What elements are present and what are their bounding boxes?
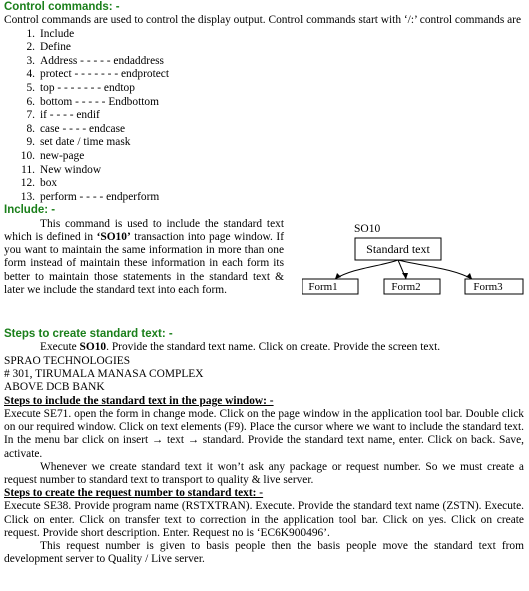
steps-include-note: Whenever we create standard text it won’t ask any package or request number. So we must create a request number to standard text to transport to quality & live server. xyxy=(4,460,524,486)
list-item: 4. protect - - - - - - - endprotect xyxy=(26,68,170,81)
form3-label: Form3 xyxy=(473,280,503,293)
form2-label: Form2 xyxy=(391,280,421,293)
diagram-arrows xyxy=(335,260,472,279)
form1-label: Form1 xyxy=(308,280,338,293)
list-item: 11. New window xyxy=(21,163,102,176)
list-item: 8. case - - - - endcase xyxy=(26,122,126,135)
list-item: 5. top - - - - - - - endtop xyxy=(26,81,135,94)
include-description: This command is used to include the standard text which is defined in ‘SO10’ transaction into page window. If you want to maintain the same information in more than one form instead of maintain these information in each form its better to maintain those statements in the standard text & later we include the standard text into each form. xyxy=(4,217,284,296)
steps-create-heading: Steps to create standard text: - xyxy=(4,327,173,340)
list-item: 12. box xyxy=(20,177,58,190)
include-diagram xyxy=(302,218,526,328)
address-line: # 301, TIRUMALA MANASA COMPLEX xyxy=(4,367,204,380)
steps-include-heading: Steps to include the standard text in the page window: - xyxy=(4,394,274,407)
steps-request-text: Execute SE38. Provide program name (RSTXTRAN). Execute. Provide the standard text name (ZSTN). Execute. Click on enter. Click on transfer text to correction in the application tool bar. Click on yes. Click on create request. Provide short description. Enter. Request no is ‘EC6K900496’. xyxy=(4,500,524,539)
include-heading: Include: - xyxy=(4,204,56,217)
control-commands-intro: Control commands are used to control the display output. Control commands start with ‘/:’ control commands are xyxy=(4,14,522,27)
diagram-arrowheads xyxy=(335,273,472,279)
list-item: 2. Define xyxy=(26,41,71,54)
list-item: 6. bottom - - - - - Endbottom xyxy=(26,95,159,108)
standard-text-label: Standard text xyxy=(366,241,430,256)
address-line: ABOVE DCB BANK xyxy=(4,381,105,394)
list-item: 13. perform - - - - endperform xyxy=(20,190,160,203)
control-commands-list xyxy=(4,28,524,205)
address-line: SPRAO TECHNOLOGIES xyxy=(4,354,131,367)
include-section xyxy=(4,218,524,328)
document-page xyxy=(4,1,524,566)
steps-request-note: This request number is given to basis people then the basis people move the standard text from development server to Quality / Live server. xyxy=(4,540,524,566)
list-item: 7. if - - - - endif xyxy=(26,109,100,122)
list-item: 9. set date / time mask xyxy=(26,136,131,149)
steps-request-heading: Steps to create the request number to standard text: - xyxy=(4,487,264,500)
list-item: 10. new-page xyxy=(20,149,85,162)
list-item: 3. Address - - - - - endaddress xyxy=(26,54,164,67)
steps-include-text: Execute SE71. open the form in change mode. Click on the page window in the application tool bar. Double click on our required window. Click on text elements (F9). Place the cursor where we want to include the standard text. In the menu bar click on insert → text → standard. Provide the standard text name, enter. Click on back. Save, activate. xyxy=(4,407,524,460)
list-item: 1. Include xyxy=(26,27,75,40)
diagram-top-label: SO10 xyxy=(354,222,381,235)
steps-create-text: Execute SO10. Provide the standard text name. Click on create. Provide the screen text. xyxy=(40,341,441,354)
control-commands-heading: Control commands: - xyxy=(4,1,120,13)
